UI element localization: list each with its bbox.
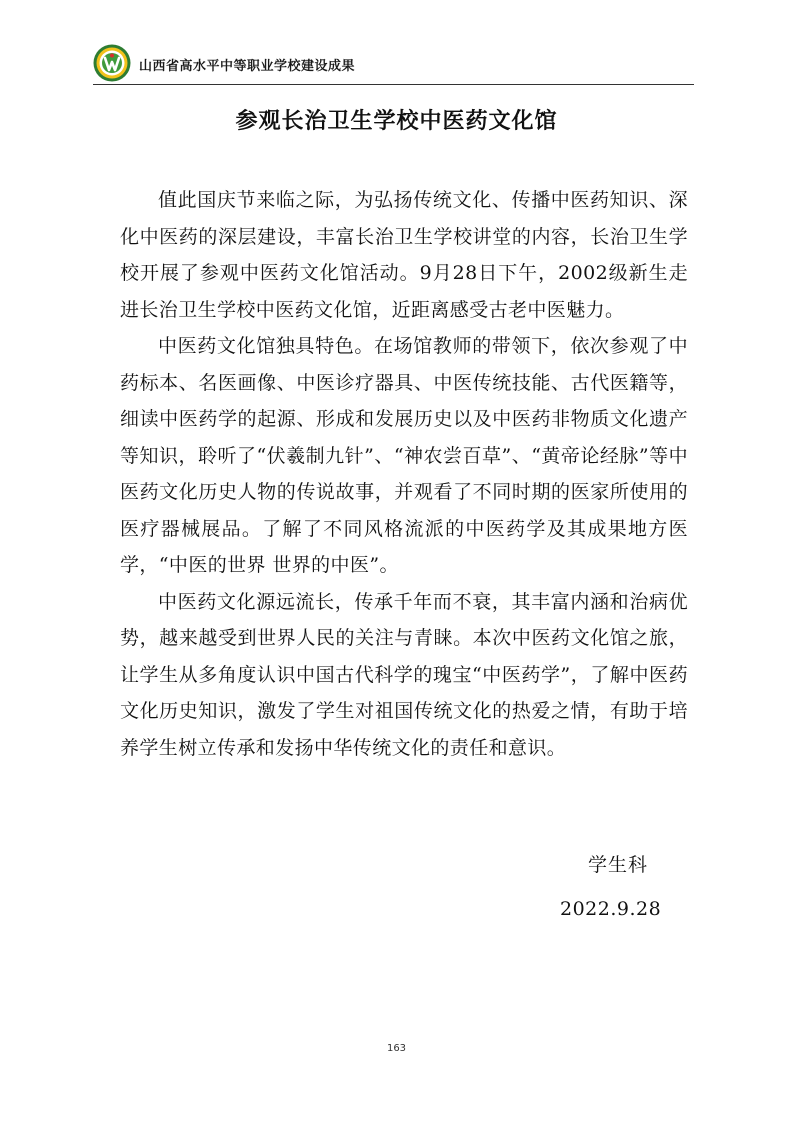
header-title: 山西省高水平中等职业学校建设成果: [139, 59, 356, 74]
paragraph: 值此国庆节来临之际，为弘扬传统文化、传播中医药知识、深化中医药的深层建设，丰富长治卫生学校讲堂的内容，长治卫生学校开展了参观中医药文化馆活动。9月28日下午，2002级新生走进长治卫生学校中医药文化馆，近距离感受古老中医魅力。: [120, 189, 688, 321]
header-divider: [93, 84, 694, 85]
school-emblem-icon: [93, 44, 131, 82]
document-date: 2022.9.28: [560, 898, 662, 920]
document-title: 参观长治卫生学校中医药文化馆: [235, 109, 558, 134]
page-number: 163: [386, 1043, 407, 1054]
page-header: [93, 44, 694, 84]
paragraph: 中医药文化馆独具特色。在场馆教师的带领下，依次参观了中药标本、名医画像、中医诊疗器具、中医传统技能、古代医籍等，细读中医药学的起源、形成和发展历史以及中医药非物质文化遗产等知识，聆听了“伏羲制九针”、“神农尝百草”、“黄帝论经脉”等中医药文化历史人物的传说故事，并观看了不同时期的医家所使用的医疗器械展品。了解了不同风格流派的中医药学及其成果地方医学，“中医的世界 世界的中医”。: [120, 335, 688, 576]
signature: 学生科: [588, 854, 649, 876]
paragraph: 中医药文化源远流长，传承千年而不衰，其丰富内涵和治病优势，越来越受到世界人民的关注与青睐。本次中医药文化馆之旅，让学生从多角度认识中国古代科学的瑰宝“中医药学”，了解中医药文化历史知识，激发了学生对祖国传统文化的热爱之情，有助于培养学生树立传承和发扬中华传统文化的责任和意识。: [120, 590, 688, 759]
document-body: [120, 182, 688, 766]
